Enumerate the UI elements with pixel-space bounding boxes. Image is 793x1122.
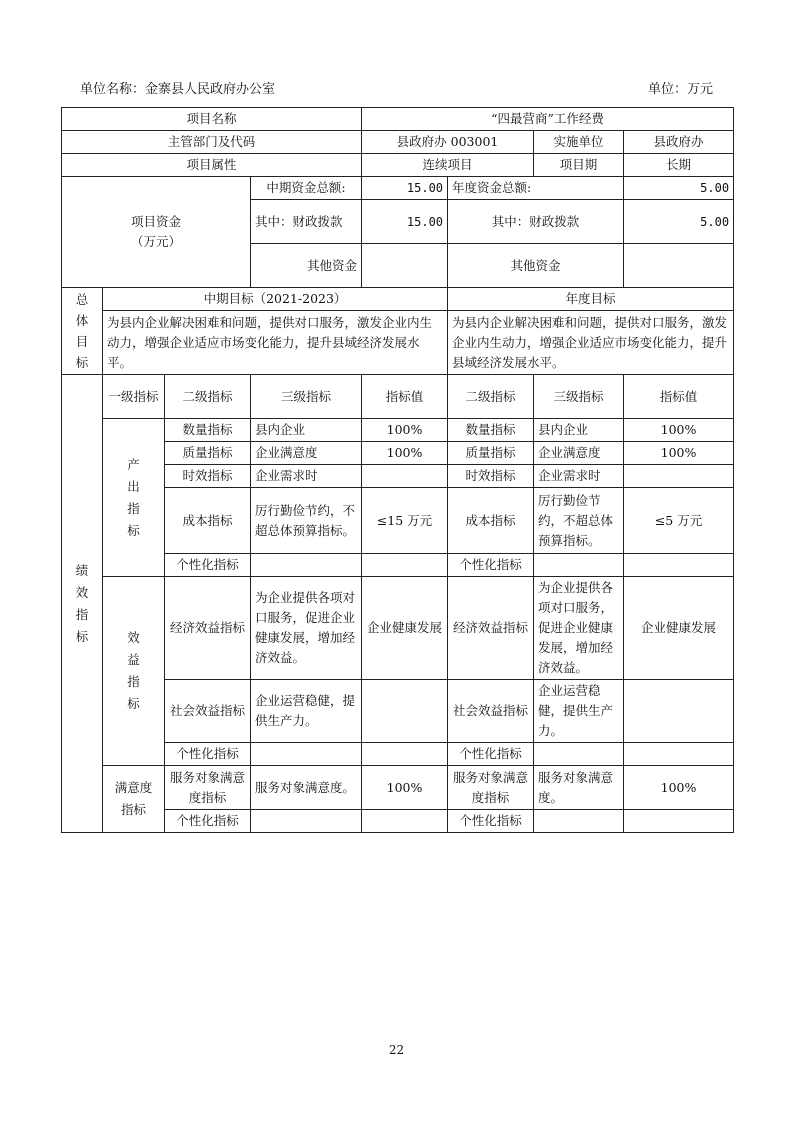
goals-header-row [62,288,734,311]
table-row [62,577,734,680]
dept-value: 县政府办 003001 [362,131,534,154]
benefit-custom-l2-year: 个性化指标 [448,743,534,766]
unit-measure: 单位：万元 [647,82,713,97]
attr-value: 连续项目 [362,154,534,177]
output-custom-l3-mid [251,554,362,577]
year-other-label: 其他资金 [448,244,624,288]
mid-total-label: 中期资金总额: [251,177,362,200]
year-goal-text: 为县内企业解决困难和问题，提供对口服务，激发企业内生动力，增强企业适应市场变化能力，提升县域经济发展水平。 [448,311,734,375]
project-name-row [62,108,734,131]
cost-l3-mid: 厉行勤俭节约，不超总体预算指标。 [251,488,362,554]
timeliness-l2-mid: 时效指标 [165,465,251,488]
period-value: 长期 [624,154,734,177]
impl-label: 实施单位 [534,131,624,154]
timeliness-l2-year: 时效指标 [448,465,534,488]
output-custom-l2-mid: 个性化指标 [165,554,251,577]
benefit-custom-l3-mid [251,743,362,766]
perf-header-row [62,375,734,419]
year-other-value [624,244,734,288]
mid-fiscal-value: 15.00 [362,200,448,244]
dept-label: 主管部门及代码 [62,131,362,154]
economic-l3-mid: 为企业提供各项对口服务，促进企业健康发展，增加经济效益。 [251,577,362,680]
satisfaction-custom-l2-year: 个性化指标 [448,810,534,833]
benefit-custom-val-mid [362,743,448,766]
mid-goal-text: 为县内企业解决困难和问题，提供对口服务，激发企业内生动力，增强企业适应市场变化能力，提升县域经济发展水平。 [103,311,448,375]
service-l3-year: 服务对象满意度。 [534,766,624,810]
cost-l2-year: 成本指标 [448,488,534,554]
benefit-label: 效 益 指 标 [103,577,165,766]
col-val-header-mid: 指标值 [362,375,448,419]
timeliness-val-year [624,465,734,488]
social-l2-mid: 社会效益指标 [165,680,251,743]
social-l3-mid: 企业运营稳健，提供生产力。 [251,680,362,743]
output-custom-l3-year [534,554,624,577]
quantity-l3-mid: 县内企业 [251,419,362,442]
col-l2-header-year: 二级指标 [448,375,534,419]
quantity-l2-year: 数量指标 [448,419,534,442]
cost-val-mid: ≤15 万元 [362,488,448,554]
col-l3-header-year: 三级指标 [534,375,624,419]
goals-label: 总 体 目 标 [62,288,103,375]
funds-total-row [62,177,734,200]
project-name-value: “四最营商”工作经费 [362,108,734,131]
social-val-year [624,680,734,743]
quantity-val-mid: 100% [362,419,448,442]
economic-l2-year: 经济效益指标 [448,577,534,680]
project-name-label: 项目名称 [62,108,362,131]
quality-l2-year: 质量指标 [448,442,534,465]
benefit-custom-l2-mid: 个性化指标 [165,743,251,766]
performance-table [61,107,734,833]
period-label: 项目期 [534,154,624,177]
page-number: 22 [388,1043,405,1057]
output-custom-l2-year: 个性化指标 [448,554,534,577]
table-row [62,766,734,810]
col-l3-header-mid: 三级指标 [251,375,362,419]
attr-label: 项目属性 [62,154,362,177]
social-l3-year: 企业运营稳健，提供生产力。 [534,680,624,743]
unit-name: 单位名称：金寨县人民政府办公室 [80,82,276,97]
quality-l3-year: 企业满意度 [534,442,624,465]
quantity-l3-year: 县内企业 [534,419,624,442]
economic-l3-year: 为企业提供各项对口服务，促进企业健康发展，增加经济效益。 [534,577,624,680]
benefit-custom-l3-year [534,743,624,766]
service-l3-mid: 服务对象满意度。 [251,766,362,810]
service-l2-year: 服务对象满意度指标 [448,766,534,810]
satisfaction-custom-l3-year [534,810,624,833]
dept-row [62,131,734,154]
service-val-mid: 100% [362,766,448,810]
cost-l3-year: 厉行勤俭节约，不超总体预算指标。 [534,488,624,554]
mid-fiscal-label: 其中：财政拨款 [251,200,362,244]
mid-other-label: 其他资金 [251,244,362,288]
mid-other-value [362,244,448,288]
mid-goal-header: 中期目标（2021-2023） [103,288,448,311]
service-val-year: 100% [624,766,734,810]
quality-val-year: 100% [624,442,734,465]
col-val-header-year: 指标值 [624,375,734,419]
year-fiscal-label: 其中：财政拨款 [448,200,624,244]
benefit-custom-val-year [624,743,734,766]
timeliness-val-mid [362,465,448,488]
cost-val-year: ≤5 万元 [624,488,734,554]
quantity-val-year: 100% [624,419,734,442]
impl-value: 县政府办 [624,131,734,154]
satisfaction-label: 满意度 指标 [103,766,165,833]
quality-l2-mid: 质量指标 [165,442,251,465]
output-custom-val-year [624,554,734,577]
social-l2-year: 社会效益指标 [448,680,534,743]
quality-l3-mid: 企业满意度 [251,442,362,465]
perf-label: 绩 效 指 标 [62,375,103,833]
year-total-value: 5.00 [624,177,734,200]
satisfaction-custom-val-mid [362,810,448,833]
quantity-l2-mid: 数量指标 [165,419,251,442]
timeliness-l3-year: 企业需求时 [534,465,624,488]
economic-val-mid: 企业健康发展 [362,577,448,680]
output-custom-val-mid [362,554,448,577]
output-label: 产 出 指 标 [103,419,165,577]
social-val-mid [362,680,448,743]
economic-l2-mid: 经济效益指标 [165,577,251,680]
col-l2-header-mid: 二级指标 [165,375,251,419]
economic-val-year: 企业健康发展 [624,577,734,680]
timeliness-l3-mid: 企业需求时 [251,465,362,488]
funds-label: 项目资金 （万元） [62,177,251,288]
year-goal-header: 年度目标 [448,288,734,311]
mid-total-value: 15.00 [362,177,448,200]
goals-text-row [62,311,734,375]
col-l1-header: 一级指标 [103,375,165,419]
year-fiscal-value: 5.00 [624,200,734,244]
satisfaction-custom-val-year [624,810,734,833]
table-row [62,419,734,442]
service-l2-mid: 服务对象满意度指标 [165,766,251,810]
year-total-label: 年度资金总额: [448,177,624,200]
cost-l2-mid: 成本指标 [165,488,251,554]
attr-row [62,154,734,177]
quality-val-mid: 100% [362,442,448,465]
satisfaction-custom-l2-mid: 个性化指标 [165,810,251,833]
satisfaction-custom-l3-mid [251,810,362,833]
